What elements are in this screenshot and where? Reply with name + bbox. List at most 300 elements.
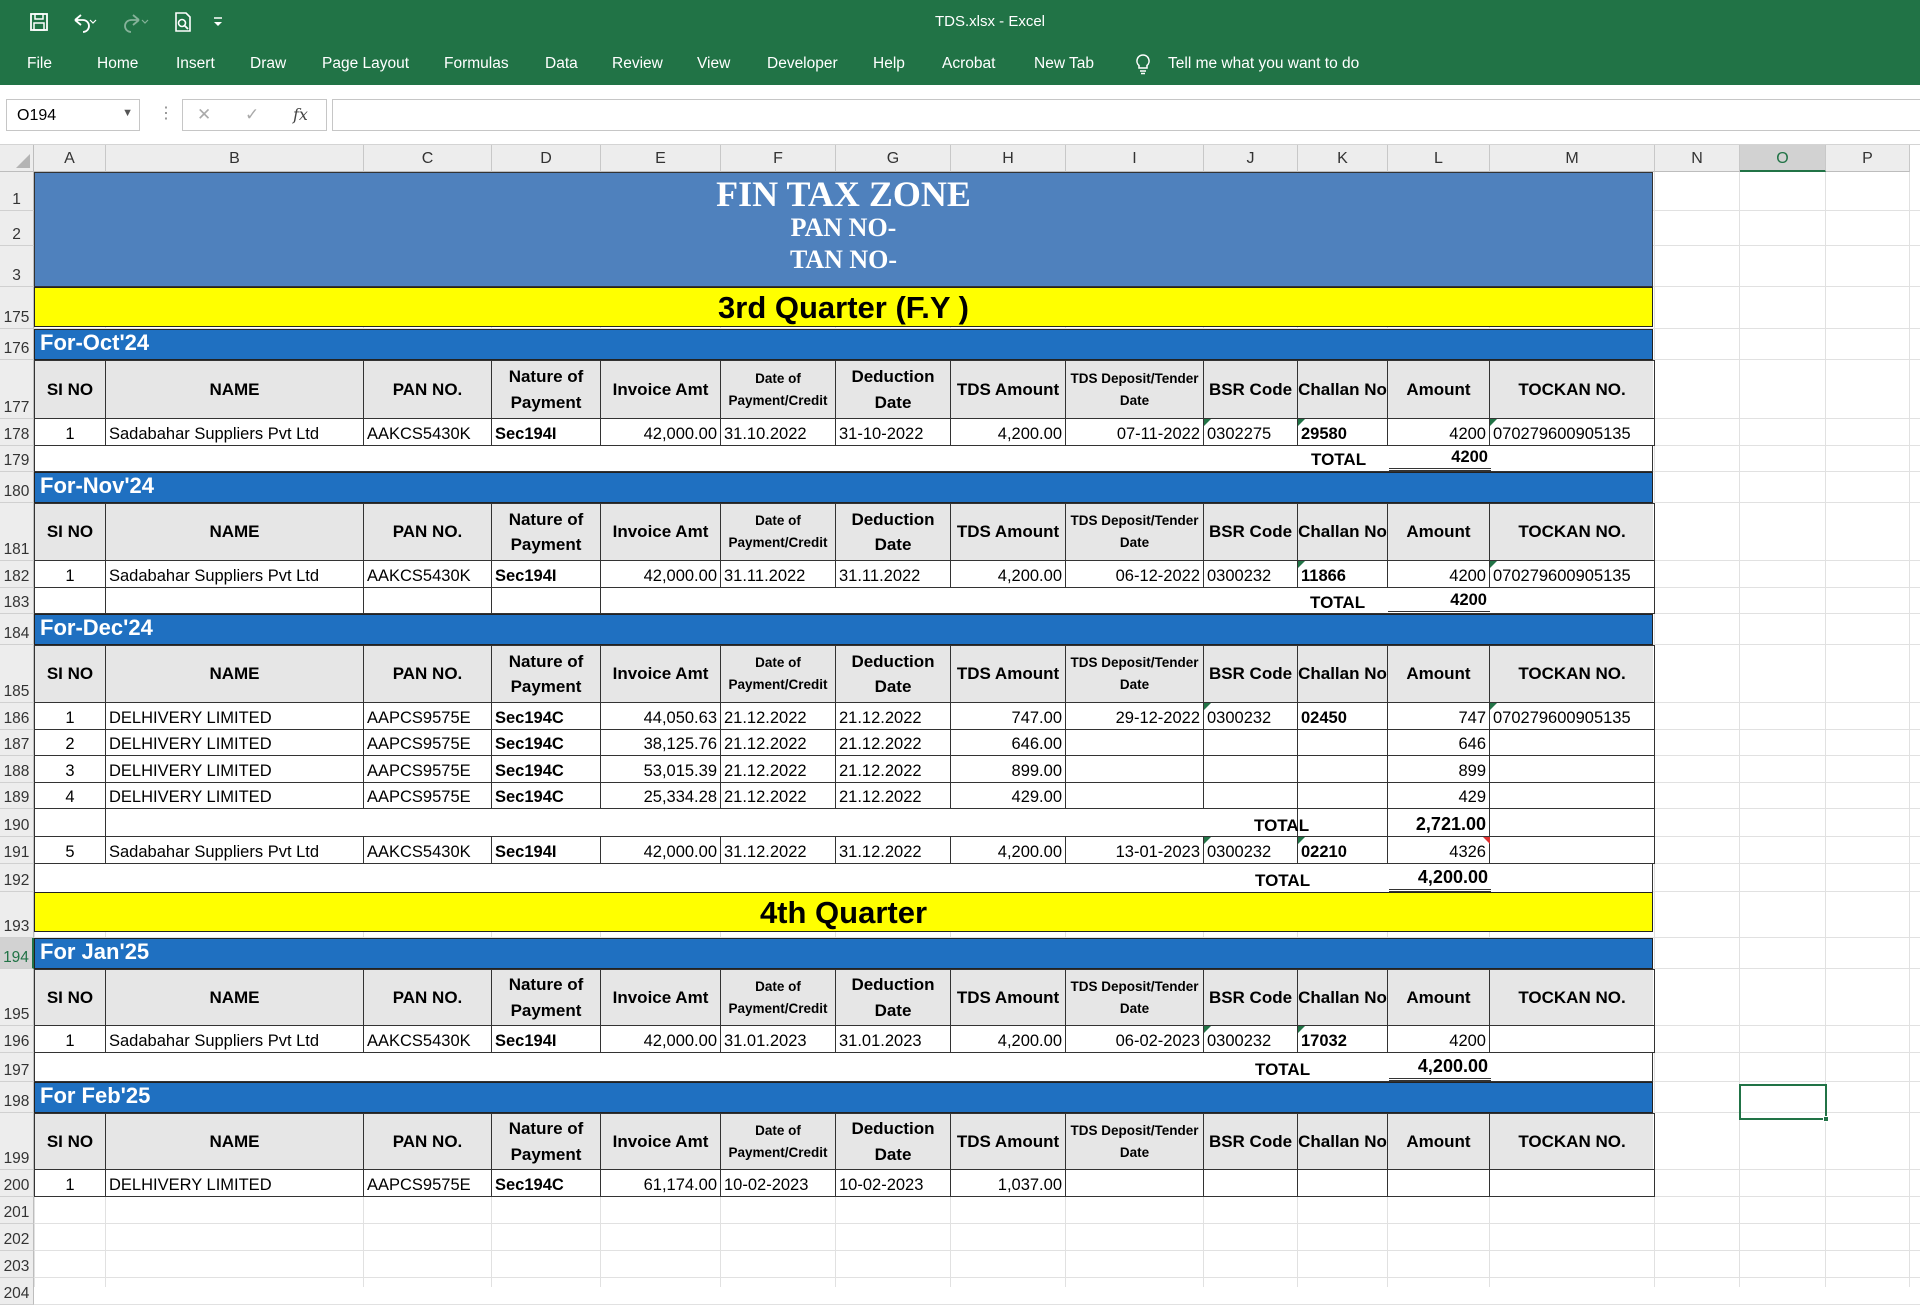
cell-nature[interactable]: Sec194C bbox=[492, 703, 601, 730]
tab-data[interactable]: Data bbox=[545, 55, 578, 72]
cell-challan[interactable]: 29580 bbox=[1298, 419, 1388, 446]
cell-challan[interactable] bbox=[1298, 756, 1388, 783]
header-cell-sino[interactable]: SI NO bbox=[34, 969, 106, 1026]
header-cell-name[interactable]: NAME bbox=[106, 645, 364, 703]
header-cell-amount[interactable]: Amount bbox=[1388, 360, 1490, 419]
header-cell-pan[interactable]: PAN NO. bbox=[364, 1113, 492, 1170]
row-header-193[interactable]: 193 bbox=[0, 892, 34, 938]
fill-handle[interactable] bbox=[1823, 1116, 1829, 1122]
cell-challan[interactable]: 02210 bbox=[1298, 837, 1388, 864]
total-value[interactable]: 4200 bbox=[1389, 446, 1491, 471]
header-cell-tockan[interactable]: TOCKAN NO. bbox=[1490, 969, 1655, 1026]
cell-tds-deposit[interactable] bbox=[1066, 730, 1204, 756]
cell-tds-amount[interactable]: 1,037.00 bbox=[951, 1170, 1066, 1197]
cancel-icon[interactable]: ✕ bbox=[197, 105, 212, 124]
cell-bsr[interactable] bbox=[1204, 730, 1298, 756]
cell-tds-deposit[interactable] bbox=[1066, 1170, 1204, 1197]
tab-insert[interactable]: Insert bbox=[176, 55, 215, 72]
gridline bbox=[34, 1223, 1920, 1224]
tab-formulas[interactable]: Formulas bbox=[444, 55, 509, 72]
row-header-199[interactable]: 199 bbox=[0, 1113, 34, 1170]
tab-draw[interactable]: Draw bbox=[250, 55, 287, 72]
cell-invoice[interactable]: 42,000.00 bbox=[601, 419, 721, 446]
column-header-d[interactable]: D bbox=[492, 145, 601, 172]
tab-help[interactable]: Help bbox=[873, 55, 905, 72]
cell-sino[interactable]: 1 bbox=[34, 1170, 106, 1197]
cell-tockan[interactable]: 070279600905135 bbox=[1490, 419, 1655, 446]
cell-bsr[interactable] bbox=[1204, 1170, 1298, 1197]
column-header-e[interactable]: E bbox=[601, 145, 721, 172]
row-header-2[interactable]: 2 bbox=[0, 211, 34, 246]
tab-acrobat[interactable]: Acrobat bbox=[942, 55, 996, 72]
header-cell-tds-amount[interactable]: TDS Amount bbox=[951, 503, 1066, 561]
header-cell-tds-deposit[interactable]: TDS Deposit/Tender Date bbox=[1066, 1113, 1204, 1170]
header-cell-nature[interactable]: Nature of Payment bbox=[492, 645, 601, 703]
header-cell-invoice[interactable]: Invoice Amt bbox=[601, 360, 721, 419]
table-row bbox=[34, 588, 1653, 614]
empty-cell[interactable] bbox=[601, 588, 1655, 614]
cell-challan[interactable]: 02450 bbox=[1298, 703, 1388, 730]
header-cell-challan[interactable]: Challan No bbox=[1298, 360, 1388, 419]
cell-sino[interactable]: 1 bbox=[34, 1026, 106, 1053]
column-header-f[interactable]: F bbox=[721, 145, 836, 172]
header-cell-deduction-date[interactable]: Deduction Date bbox=[836, 503, 951, 561]
column-header-a[interactable]: A bbox=[34, 145, 106, 172]
cell-tockan[interactable] bbox=[1490, 837, 1655, 864]
header-cell-bsr[interactable]: BSR Code bbox=[1204, 645, 1298, 703]
header-cell-tds-deposit[interactable]: TDS Deposit/Tender Date bbox=[1066, 360, 1204, 419]
name-box[interactable] bbox=[6, 99, 140, 131]
table-header-row bbox=[34, 969, 1653, 1026]
cell-invoice[interactable]: 25,334.28 bbox=[601, 783, 721, 809]
cell-nature[interactable]: Sec194I bbox=[492, 837, 601, 864]
empty-cell[interactable] bbox=[34, 588, 106, 614]
cell-amount[interactable]: 429 bbox=[1388, 783, 1490, 809]
cell-date-payment[interactable]: 21.12.2022 bbox=[721, 703, 836, 730]
cell-challan[interactable] bbox=[1298, 730, 1388, 756]
row-header-180[interactable]: 180 bbox=[0, 472, 34, 503]
row-header-197[interactable]: 197 bbox=[0, 1053, 34, 1082]
cell-pan[interactable]: AAPCS9575E bbox=[364, 703, 492, 730]
cell-sino[interactable]: 1 bbox=[34, 561, 106, 588]
month-dec-label: For-Dec'24 bbox=[34, 614, 1653, 645]
cell-invoice[interactable]: 42,000.00 bbox=[601, 837, 721, 864]
cell-tockan[interactable]: 070279600905135 bbox=[1490, 561, 1655, 588]
row-header-182[interactable]: 182 bbox=[0, 561, 34, 588]
pan-label: PAN NO- bbox=[790, 213, 897, 242]
row-header-179[interactable]: 179 bbox=[0, 446, 34, 472]
cell-name[interactable]: DELHIVERY LIMITED bbox=[106, 756, 364, 783]
header-cell-invoice[interactable]: Invoice Amt bbox=[601, 1113, 721, 1170]
cell-nature[interactable]: Sec194C bbox=[492, 1170, 601, 1197]
cell-tds-amount[interactable]: 646.00 bbox=[951, 730, 1066, 756]
header-cell-name[interactable]: NAME bbox=[106, 1113, 364, 1170]
error-flag-icon bbox=[1490, 419, 1497, 426]
header-cell-amount[interactable]: Amount bbox=[1388, 645, 1490, 703]
cell-name[interactable]: DELHIVERY LIMITED bbox=[106, 1170, 364, 1197]
table-header-row bbox=[34, 503, 1653, 561]
cell-challan[interactable]: 11866 bbox=[1298, 561, 1388, 588]
insert-function-icon[interactable]: fx bbox=[293, 105, 308, 124]
cell-tds-deposit[interactable]: 06-12-2022 bbox=[1066, 561, 1204, 588]
total-value[interactable]: 4200 bbox=[1388, 588, 1490, 614]
cell-invoice[interactable]: 42,000.00 bbox=[601, 561, 721, 588]
header-cell-tds-deposit[interactable]: TDS Deposit/Tender Date bbox=[1066, 503, 1204, 561]
empty-cell[interactable] bbox=[364, 588, 492, 614]
table-row bbox=[34, 730, 1653, 756]
table-row bbox=[34, 419, 1653, 446]
header-cell-invoice[interactable]: Invoice Amt bbox=[601, 645, 721, 703]
cell-amount[interactable]: 899 bbox=[1388, 756, 1490, 783]
header-cell-pan[interactable]: PAN NO. bbox=[364, 969, 492, 1026]
row-header-202[interactable]: 202 bbox=[0, 1224, 34, 1251]
header-cell-tockan[interactable]: TOCKAN NO. bbox=[1490, 1113, 1655, 1170]
column-header-n[interactable]: N bbox=[1655, 145, 1740, 172]
header-cell-date-payment[interactable]: Date of Payment/Credit bbox=[721, 969, 836, 1026]
cell-tockan[interactable]: 070279600905135 bbox=[1490, 703, 1655, 730]
cell-tds-amount[interactable]: 4,200.00 bbox=[951, 561, 1066, 588]
month-feb-label: For Feb'25 bbox=[34, 1082, 1653, 1113]
cell-deduction-date[interactable]: 21.12.2022 bbox=[836, 756, 951, 783]
cell-pan[interactable]: AAPCS9575E bbox=[364, 730, 492, 756]
tab-review[interactable]: Review bbox=[612, 55, 663, 72]
header-cell-pan[interactable]: PAN NO. bbox=[364, 503, 492, 561]
cell-tockan[interactable] bbox=[1490, 1026, 1655, 1053]
header-cell-tds-amount[interactable]: TDS Amount bbox=[951, 645, 1066, 703]
header-cell-pan[interactable]: PAN NO. bbox=[364, 360, 492, 419]
cell-name[interactable]: DELHIVERY LIMITED bbox=[106, 783, 364, 809]
table-row bbox=[34, 756, 1653, 783]
cell-amount[interactable]: 4326 bbox=[1388, 837, 1490, 864]
row-header-191[interactable]: 191 bbox=[0, 837, 34, 864]
header-cell-date-payment[interactable]: Date of Payment/Credit bbox=[721, 503, 836, 561]
header-cell-deduction-date[interactable]: Deduction Date bbox=[836, 969, 951, 1026]
row-header-201[interactable]: 201 bbox=[0, 1197, 34, 1224]
cell-tds-deposit[interactable]: 06-02-2023 bbox=[1066, 1026, 1204, 1053]
header-cell-nature[interactable]: Nature of Payment bbox=[492, 969, 601, 1026]
header-cell-invoice[interactable]: Invoice Amt bbox=[601, 503, 721, 561]
column-header-j[interactable]: J bbox=[1204, 145, 1298, 172]
cell-invoice[interactable]: 53,015.39 bbox=[601, 756, 721, 783]
row-header-183[interactable]: 183 bbox=[0, 588, 34, 614]
cell-sino[interactable]: 5 bbox=[34, 837, 106, 864]
cell-date-payment[interactable]: 31.11.2022 bbox=[721, 561, 836, 588]
header-cell-amount[interactable]: Amount bbox=[1388, 969, 1490, 1026]
header-cell-sino[interactable]: SI NO bbox=[34, 645, 106, 703]
more-options-icon[interactable]: ⋮ bbox=[158, 105, 174, 122]
header-cell-tds-amount[interactable]: TDS Amount bbox=[951, 969, 1066, 1026]
cell-pan[interactable]: AAPCS9575E bbox=[364, 1170, 492, 1197]
row-header-192[interactable]: 192 bbox=[0, 864, 34, 892]
row-header-196[interactable]: 196 bbox=[0, 1026, 34, 1053]
cell-tockan[interactable] bbox=[1490, 1170, 1655, 1197]
cell-tds-amount[interactable]: 4,200.00 bbox=[951, 837, 1066, 864]
header-cell-tds-amount[interactable]: TDS Amount bbox=[951, 1113, 1066, 1170]
cell-sino[interactable]: 4 bbox=[34, 783, 106, 809]
cell-nature[interactable]: Sec194C bbox=[492, 756, 601, 783]
error-flag-icon bbox=[1298, 419, 1305, 426]
header-cell-bsr[interactable]: BSR Code bbox=[1204, 360, 1298, 419]
total-row bbox=[34, 1053, 1653, 1082]
row-header-195[interactable]: 195 bbox=[0, 969, 34, 1026]
cell-deduction-date[interactable]: 21.12.2022 bbox=[836, 730, 951, 756]
column-header-p[interactable]: P bbox=[1826, 145, 1910, 172]
header-cell-tds-deposit[interactable]: TDS Deposit/Tender Date bbox=[1066, 969, 1204, 1026]
cell-nature[interactable]: Sec194I bbox=[492, 1026, 601, 1053]
cell-nature[interactable]: Sec194C bbox=[492, 730, 601, 756]
error-flag-icon bbox=[1204, 419, 1211, 426]
header-cell-name[interactable]: NAME bbox=[106, 360, 364, 419]
header-cell-invoice[interactable]: Invoice Amt bbox=[601, 969, 721, 1026]
cell-deduction-date[interactable]: 31.01.2023 bbox=[836, 1026, 951, 1053]
header-cell-tds-deposit[interactable]: TDS Deposit/Tender Date bbox=[1066, 645, 1204, 703]
cell-tds-deposit[interactable] bbox=[1066, 783, 1204, 809]
cell-pan[interactable]: AAKCS5430K bbox=[364, 561, 492, 588]
cell-deduction-date[interactable]: 21.12.2022 bbox=[836, 703, 951, 730]
cell-sino[interactable]: 3 bbox=[34, 756, 106, 783]
cell-sino[interactable]: 1 bbox=[34, 419, 106, 446]
select-all-corner[interactable] bbox=[0, 145, 34, 172]
error-flag-icon bbox=[1204, 1026, 1211, 1033]
tab-new-tab[interactable]: New Tab bbox=[1034, 55, 1095, 72]
month-oct-label: For-Oct'24 bbox=[34, 329, 1653, 360]
ribbon-tabs bbox=[0, 45, 1920, 85]
row-header-185[interactable]: 185 bbox=[0, 645, 34, 703]
row-header-204[interactable]: 204 bbox=[0, 1278, 34, 1305]
cell-date-payment[interactable]: 21.12.2022 bbox=[721, 730, 836, 756]
column-header-o[interactable]: O bbox=[1740, 145, 1826, 172]
cell-tds-deposit[interactable]: 07-11-2022 bbox=[1066, 419, 1204, 446]
cell-date-payment[interactable]: 21.12.2022 bbox=[721, 783, 836, 809]
empty-cell[interactable] bbox=[492, 588, 601, 614]
total-label: TOTAL bbox=[1255, 871, 1311, 890]
month-nov-label: For-Nov'24 bbox=[34, 472, 1653, 503]
header-cell-bsr[interactable]: BSR Code bbox=[1204, 503, 1298, 561]
cell-tds-deposit[interactable]: 13-01-2023 bbox=[1066, 837, 1204, 864]
total-label: TOTAL bbox=[1255, 1060, 1311, 1079]
row-header-184[interactable]: 184 bbox=[0, 614, 34, 645]
cell-tockan[interactable] bbox=[1490, 783, 1655, 809]
header-cell-nature[interactable]: Nature of Payment bbox=[492, 503, 601, 561]
cell-pan[interactable]: AAKCS5430K bbox=[364, 837, 492, 864]
cell-tds-amount[interactable]: 429.00 bbox=[951, 783, 1066, 809]
cell-invoice[interactable]: 61,174.00 bbox=[601, 1170, 721, 1197]
table-row bbox=[34, 703, 1653, 730]
header-cell-amount[interactable]: Amount bbox=[1388, 503, 1490, 561]
cell-deduction-date[interactable]: 31-10-2022 bbox=[836, 419, 951, 446]
cell-deduction-date[interactable]: 10-02-2023 bbox=[836, 1170, 951, 1197]
header-cell-challan[interactable]: Challan No bbox=[1298, 969, 1388, 1026]
row-header-188[interactable]: 188 bbox=[0, 756, 34, 783]
enter-check-icon[interactable]: ✓ bbox=[245, 105, 260, 124]
cell-deduction-date[interactable]: 31.11.2022 bbox=[836, 561, 951, 588]
empty-cell[interactable] bbox=[1298, 809, 1388, 837]
row-header-190[interactable]: 190 bbox=[0, 809, 34, 837]
cell-amount[interactable]: 4200 bbox=[1388, 1026, 1490, 1053]
column-header-m[interactable]: M bbox=[1490, 145, 1655, 172]
row-header-200[interactable]: 200 bbox=[0, 1170, 34, 1197]
cell-deduction-date[interactable]: 31.12.2022 bbox=[836, 837, 951, 864]
error-flag-icon bbox=[1204, 837, 1211, 844]
tab-home[interactable]: Home bbox=[97, 55, 139, 72]
cell-amount[interactable]: 4200 bbox=[1388, 419, 1490, 446]
header-cell-challan[interactable]: Challan No bbox=[1298, 645, 1388, 703]
column-header-g[interactable]: G bbox=[836, 145, 951, 172]
worksheet bbox=[0, 145, 1920, 1302]
empty-cell[interactable] bbox=[1490, 809, 1655, 837]
header-cell-pan[interactable]: PAN NO. bbox=[364, 645, 492, 703]
cell-amount[interactable]: 646 bbox=[1388, 730, 1490, 756]
cell-bsr[interactable]: 0300232 bbox=[1204, 561, 1298, 588]
tab-file[interactable]: File bbox=[27, 55, 52, 72]
header-cell-sino[interactable]: SI NO bbox=[34, 503, 106, 561]
row-header-175[interactable]: 175 bbox=[0, 287, 34, 329]
header-cell-deduction-date[interactable]: Deduction Date bbox=[836, 360, 951, 419]
row-header-187[interactable]: 187 bbox=[0, 730, 34, 756]
row-header-1[interactable]: 1 bbox=[0, 172, 34, 211]
active-cell-o194[interactable] bbox=[1739, 1084, 1827, 1120]
cell-tds-amount[interactable]: 4,200.00 bbox=[951, 419, 1066, 446]
cell-challan[interactable] bbox=[1298, 1170, 1388, 1197]
header-cell-challan[interactable]: Challan No bbox=[1298, 1113, 1388, 1170]
cell-tds-amount[interactable]: 747.00 bbox=[951, 703, 1066, 730]
cell-bsr[interactable] bbox=[1204, 783, 1298, 809]
cell-name[interactable]: Sadabahar Suppliers Pvt Ltd bbox=[106, 837, 364, 864]
cell-bsr[interactable]: 0300232 bbox=[1204, 1026, 1298, 1053]
column-header-k[interactable]: K bbox=[1298, 145, 1388, 172]
header-cell-tockan[interactable]: TOCKAN NO. bbox=[1490, 645, 1655, 703]
cell-nature[interactable]: Sec194I bbox=[492, 419, 601, 446]
header-cell-name[interactable]: NAME bbox=[106, 969, 364, 1026]
cell-name[interactable]: Sadabahar Suppliers Pvt Ltd bbox=[106, 561, 364, 588]
cell-nature[interactable]: Sec194C bbox=[492, 783, 601, 809]
cell-name[interactable]: DELHIVERY LIMITED bbox=[106, 703, 364, 730]
cell-date-payment[interactable]: 31.10.2022 bbox=[721, 419, 836, 446]
row-header-3[interactable]: 3 bbox=[0, 246, 34, 287]
column-header-i[interactable]: I bbox=[1066, 145, 1204, 172]
cell-nature[interactable]: Sec194I bbox=[492, 561, 601, 588]
header-cell-bsr[interactable]: BSR Code bbox=[1204, 1113, 1298, 1170]
cell-name[interactable]: Sadabahar Suppliers Pvt Ltd bbox=[106, 419, 364, 446]
total-value[interactable]: 4,200.00 bbox=[1389, 864, 1491, 892]
cell-tockan[interactable] bbox=[1490, 730, 1655, 756]
column-header-h[interactable]: H bbox=[951, 145, 1066, 172]
cell-date-payment[interactable]: 21.12.2022 bbox=[721, 756, 836, 783]
cell-amount[interactable]: 747 bbox=[1388, 703, 1490, 730]
header-cell-nature[interactable]: Nature of Payment bbox=[492, 1113, 601, 1170]
total-label: TOTAL bbox=[1311, 450, 1367, 469]
error-flag-icon bbox=[1490, 561, 1497, 568]
header-cell-sino[interactable]: SI NO bbox=[34, 360, 106, 419]
total-value[interactable]: 4,200.00 bbox=[1389, 1053, 1491, 1081]
empty-cell[interactable] bbox=[34, 809, 106, 837]
column-header-l[interactable]: L bbox=[1388, 145, 1490, 172]
cell-name[interactable]: DELHIVERY LIMITED bbox=[106, 730, 364, 756]
column-header-b[interactable]: B bbox=[106, 145, 364, 172]
cell-amount[interactable]: 4200 bbox=[1388, 561, 1490, 588]
cell-bsr[interactable] bbox=[1204, 756, 1298, 783]
header-cell-sino[interactable]: SI NO bbox=[34, 1113, 106, 1170]
tab-page-layout[interactable]: Page Layout bbox=[322, 55, 410, 72]
chevron-down-icon[interactable]: ▼ bbox=[122, 107, 133, 119]
cell-tds-deposit[interactable] bbox=[1066, 756, 1204, 783]
cell-pan[interactable]: AAKCS5430K bbox=[364, 1026, 492, 1053]
subtotal-value[interactable]: 2,721.00 bbox=[1388, 809, 1490, 837]
header-cell-tds-amount[interactable]: TDS Amount bbox=[951, 360, 1066, 419]
header-cell-nature[interactable]: Nature of Payment bbox=[492, 360, 601, 419]
cell-tds-amount[interactable]: 4,200.00 bbox=[951, 1026, 1066, 1053]
cell-pan[interactable]: AAPCS9575E bbox=[364, 756, 492, 783]
row-header-177[interactable]: 177 bbox=[0, 360, 34, 419]
row-header-178[interactable]: 178 bbox=[0, 419, 34, 446]
cell-invoice[interactable]: 44,050.63 bbox=[601, 703, 721, 730]
header-cell-date-payment[interactable]: Date of Payment/Credit bbox=[721, 1113, 836, 1170]
tab-developer[interactable]: Developer bbox=[767, 55, 838, 72]
cell-sino[interactable]: 1 bbox=[34, 703, 106, 730]
row-header-189[interactable]: 189 bbox=[0, 783, 34, 809]
cell-tockan[interactable] bbox=[1490, 756, 1655, 783]
row-header-186[interactable]: 186 bbox=[0, 703, 34, 730]
cell-invoice[interactable]: 42,000.00 bbox=[601, 1026, 721, 1053]
header-cell-deduction-date[interactable]: Deduction Date bbox=[836, 1113, 951, 1170]
table-header-row bbox=[34, 645, 1653, 703]
column-header-c[interactable]: C bbox=[364, 145, 492, 172]
header-cell-bsr[interactable]: BSR Code bbox=[1204, 969, 1298, 1026]
cell-sino[interactable]: 2 bbox=[34, 730, 106, 756]
cell-tds-deposit[interactable]: 29-12-2022 bbox=[1066, 703, 1204, 730]
empty-cell[interactable] bbox=[106, 809, 1298, 837]
cell-bsr[interactable]: 0302275 bbox=[1204, 419, 1298, 446]
empty-cell[interactable] bbox=[106, 588, 364, 614]
cell-date-payment[interactable]: 10-02-2023 bbox=[721, 1170, 836, 1197]
row-header-181[interactable]: 181 bbox=[0, 503, 34, 561]
cell-bsr[interactable]: 0300232 bbox=[1204, 837, 1298, 864]
cell-bsr[interactable]: 0300232 bbox=[1204, 703, 1298, 730]
cell-challan[interactable]: 17032 bbox=[1298, 1026, 1388, 1053]
row-header-198[interactable]: 198 bbox=[0, 1082, 34, 1113]
row-header-176[interactable]: 176 bbox=[0, 329, 34, 360]
header-cell-name[interactable]: NAME bbox=[106, 503, 364, 561]
header-cell-amount[interactable]: Amount bbox=[1388, 1113, 1490, 1170]
row-header-194[interactable]: 194 bbox=[0, 938, 34, 969]
lightbulb-icon bbox=[1133, 53, 1153, 75]
row-header-203[interactable]: 203 bbox=[0, 1251, 34, 1278]
table-row bbox=[34, 1170, 1653, 1197]
tab-view[interactable]: View bbox=[697, 55, 731, 72]
company-name: FIN TAX ZONE bbox=[716, 174, 971, 214]
header-cell-date-payment[interactable]: Date of Payment/Credit bbox=[721, 360, 836, 419]
cell-pan[interactable]: AAKCS5430K bbox=[364, 419, 492, 446]
cell-date-payment[interactable]: 31.01.2023 bbox=[721, 1026, 836, 1053]
cell-tds-amount[interactable]: 899.00 bbox=[951, 756, 1066, 783]
formula-input[interactable] bbox=[332, 99, 1920, 131]
formula-bar-area bbox=[0, 85, 1920, 145]
cell-deduction-date[interactable]: 21.12.2022 bbox=[836, 783, 951, 809]
cell-date-payment[interactable]: 31.12.2022 bbox=[721, 837, 836, 864]
tell-me-search[interactable]: Tell me what you want to do bbox=[1168, 55, 1360, 72]
header-cell-deduction-date[interactable]: Deduction Date bbox=[836, 645, 951, 703]
header-cell-date-payment[interactable]: Date of Payment/Credit bbox=[721, 645, 836, 703]
header-cell-tockan[interactable]: TOCKAN NO. bbox=[1490, 360, 1655, 419]
error-flag-icon bbox=[1490, 703, 1497, 710]
header-cell-tockan[interactable]: TOCKAN NO. bbox=[1490, 503, 1655, 561]
cell-pan[interactable]: AAPCS9575E bbox=[364, 783, 492, 809]
header-cell-challan[interactable]: Challan No bbox=[1298, 503, 1388, 561]
cell-challan[interactable] bbox=[1298, 783, 1388, 809]
cell-invoice[interactable]: 38,125.76 bbox=[601, 730, 721, 756]
cell-name[interactable]: Sadabahar Suppliers Pvt Ltd bbox=[106, 1026, 364, 1053]
cell-amount[interactable] bbox=[1388, 1170, 1490, 1197]
